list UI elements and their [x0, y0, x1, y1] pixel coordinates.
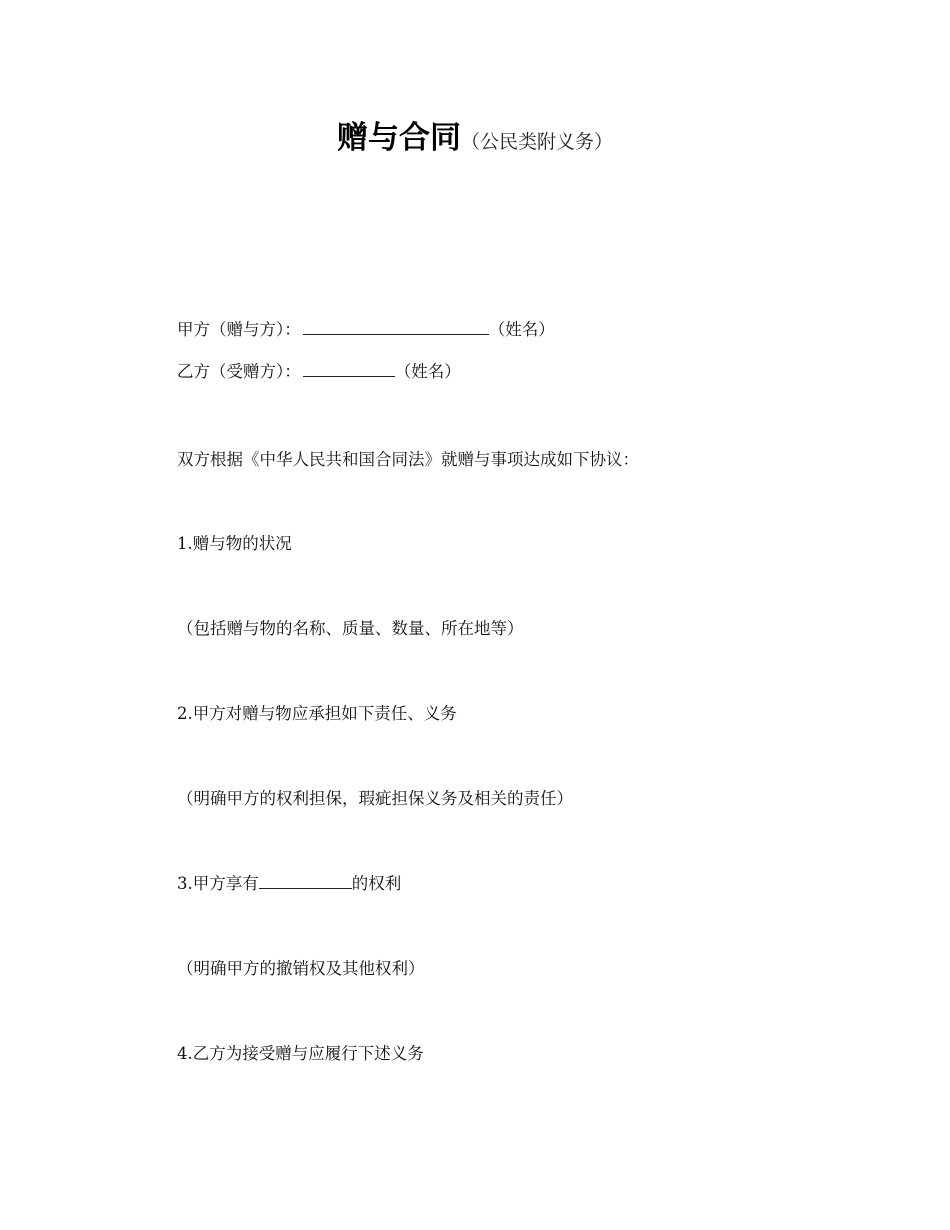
- clause-4-heading: 4.乙方为接受赠与应履行下述义务: [177, 1044, 424, 1063]
- clause-3-prefix: 3.甲方享有: [177, 874, 259, 893]
- clause-2-note: （明确甲方的权利担保，瑕疵担保义务及相关的责任）: [177, 789, 573, 808]
- clause-3-right-blank[interactable]: [259, 874, 352, 889]
- preamble: 双方根据《中华人民共和国合同法》就赠与事项达成如下协议：: [177, 450, 639, 469]
- party-b-suffix: （姓名）: [394, 362, 461, 381]
- party-a-line: [177, 320, 555, 340]
- party-a-name-blank[interactable]: [303, 320, 489, 335]
- clause-3-suffix: 的权利: [351, 874, 402, 893]
- party-b-label: 乙方（受赠方）：: [177, 362, 301, 381]
- party-b-line: [177, 362, 461, 382]
- clause-3-note: （明确甲方的撤销权及其他权利）: [177, 959, 425, 978]
- document-title: [0, 112, 950, 157]
- clause-1-note: （包括赠与物的名称、质量、数量、所在地等）: [177, 619, 524, 638]
- clause-3-heading: [177, 874, 401, 894]
- clause-1-heading: 1.赠与物的状况: [177, 534, 292, 553]
- title-note: （公民类附义务）: [460, 131, 613, 153]
- party-b-name-blank[interactable]: [303, 362, 395, 377]
- title-main: 赠与合同: [336, 120, 461, 156]
- party-a-suffix: （姓名）: [488, 320, 555, 339]
- clause-2-heading: 2.甲方对赠与物应承担如下责任、义务: [177, 704, 457, 723]
- party-a-label: 甲方（赠与方）：: [177, 320, 301, 339]
